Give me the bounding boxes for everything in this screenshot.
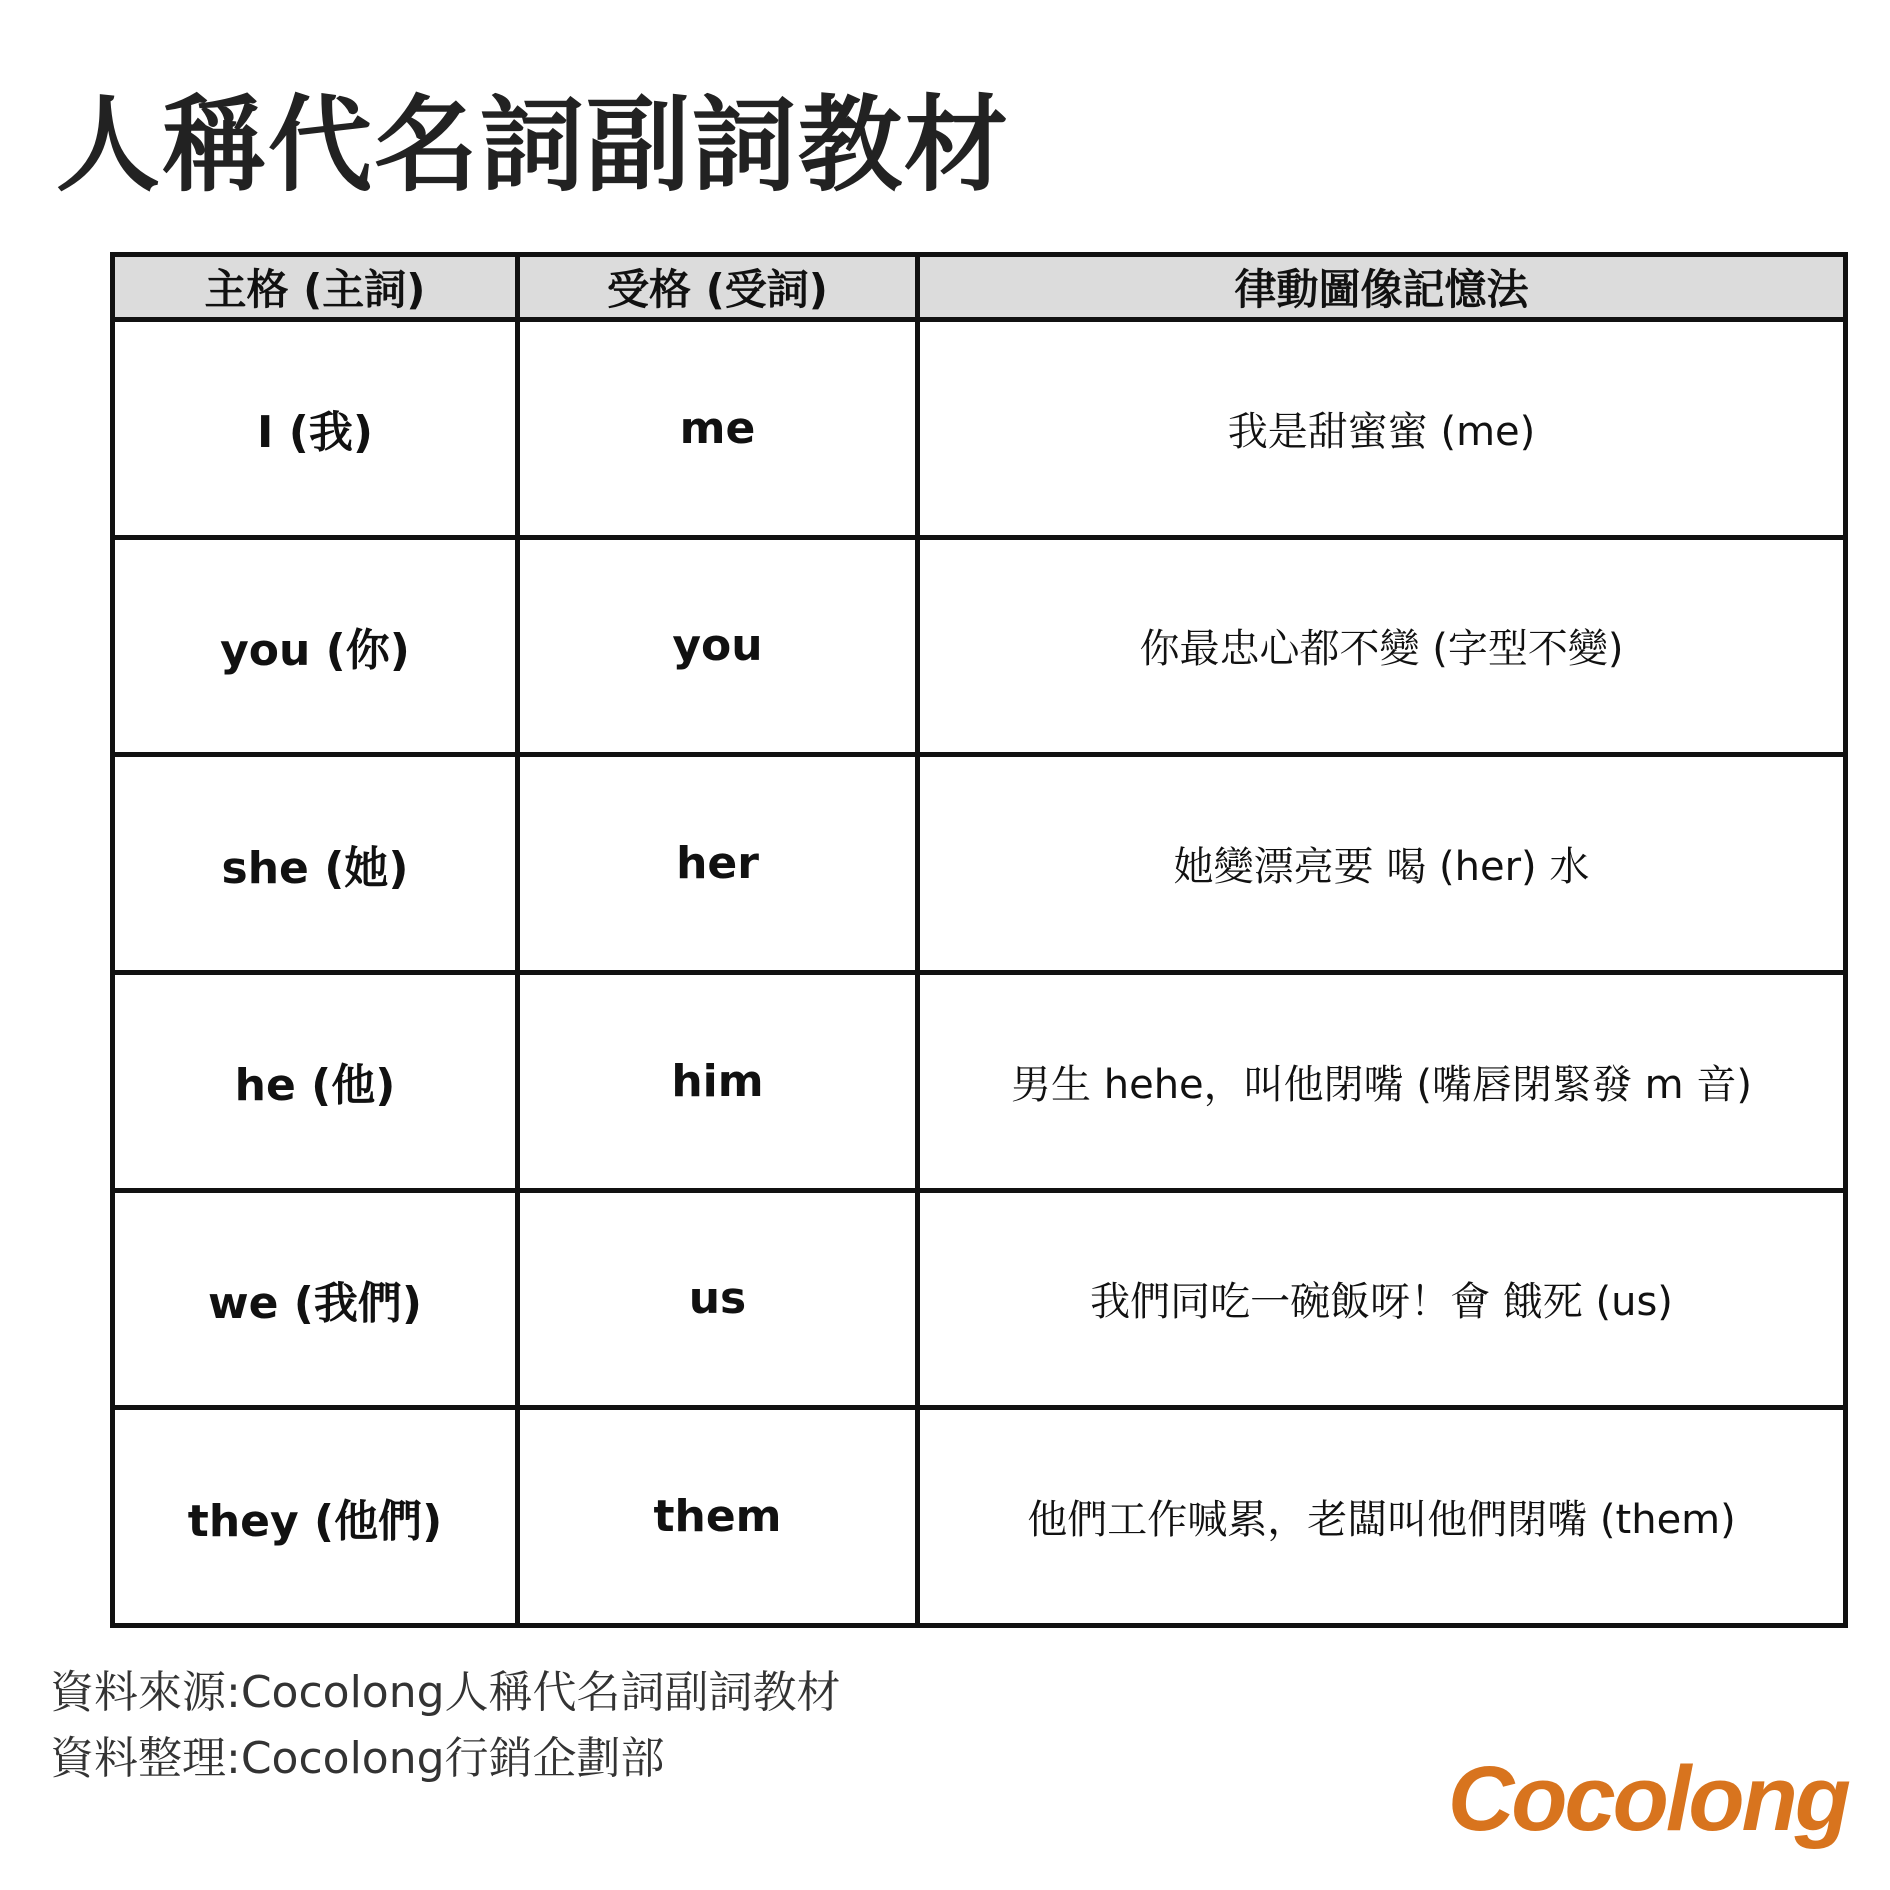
object-cell: you [518, 537, 918, 755]
subject-cell: you (你) [113, 537, 518, 755]
brand-logo: Cocolong [1447, 1748, 1848, 1850]
object-cell: me [518, 320, 918, 538]
pronoun-table [110, 252, 1848, 1628]
table-row [113, 755, 1846, 973]
subject-cell: he (他) [113, 972, 518, 1190]
object-cell: him [518, 972, 918, 1190]
subject-cell: she (她) [113, 755, 518, 973]
page-title: 人稱代名詞副詞教材 [56, 84, 1011, 206]
table-row [113, 972, 1846, 1190]
mnemonic-cell: 我是甜蜜蜜 (me) [918, 320, 1846, 538]
object-cell: her [518, 755, 918, 973]
source-text: 資料來源:Cocolong人稱代名詞副詞教材 [50, 1667, 841, 1718]
subject-cell: I (我) [113, 320, 518, 538]
table-header-row [113, 255, 1846, 320]
mnemonic-cell: 她變漂亮要 喝 (her) 水 [918, 755, 1846, 973]
mnemonic-cell: 他們工作喊累，老闆叫他們閉嘴 (them) [918, 1408, 1846, 1626]
mnemonic-cell: 男生 hehe，叫他閉嘴 (嘴唇閉緊發 m 音) [918, 972, 1846, 1190]
subject-cell: we (我們) [113, 1190, 518, 1408]
subject-cell: they (他們) [113, 1408, 518, 1626]
table-row [113, 1408, 1846, 1626]
mnemonic-cell: 我們同吃一碗飯呀！會 餓死 (us) [918, 1190, 1846, 1408]
header-mnemonic: 律動圖像記憶法 [918, 255, 1846, 320]
object-cell: them [518, 1408, 918, 1626]
compiled-by-text: 資料整理:Cocolong行銷企劃部 [50, 1733, 665, 1784]
object-cell: us [518, 1190, 918, 1408]
pronoun-table-container [110, 252, 1848, 1628]
mnemonic-cell: 你最忠心都不變 (字型不變) [918, 537, 1846, 755]
source-credits [50, 1660, 841, 1792]
header-subject: 主格 (主詞) [113, 255, 518, 320]
table-row [113, 537, 1846, 755]
table-row [113, 1190, 1846, 1408]
header-object: 受格 (受詞) [518, 255, 918, 320]
table-row [113, 320, 1846, 538]
